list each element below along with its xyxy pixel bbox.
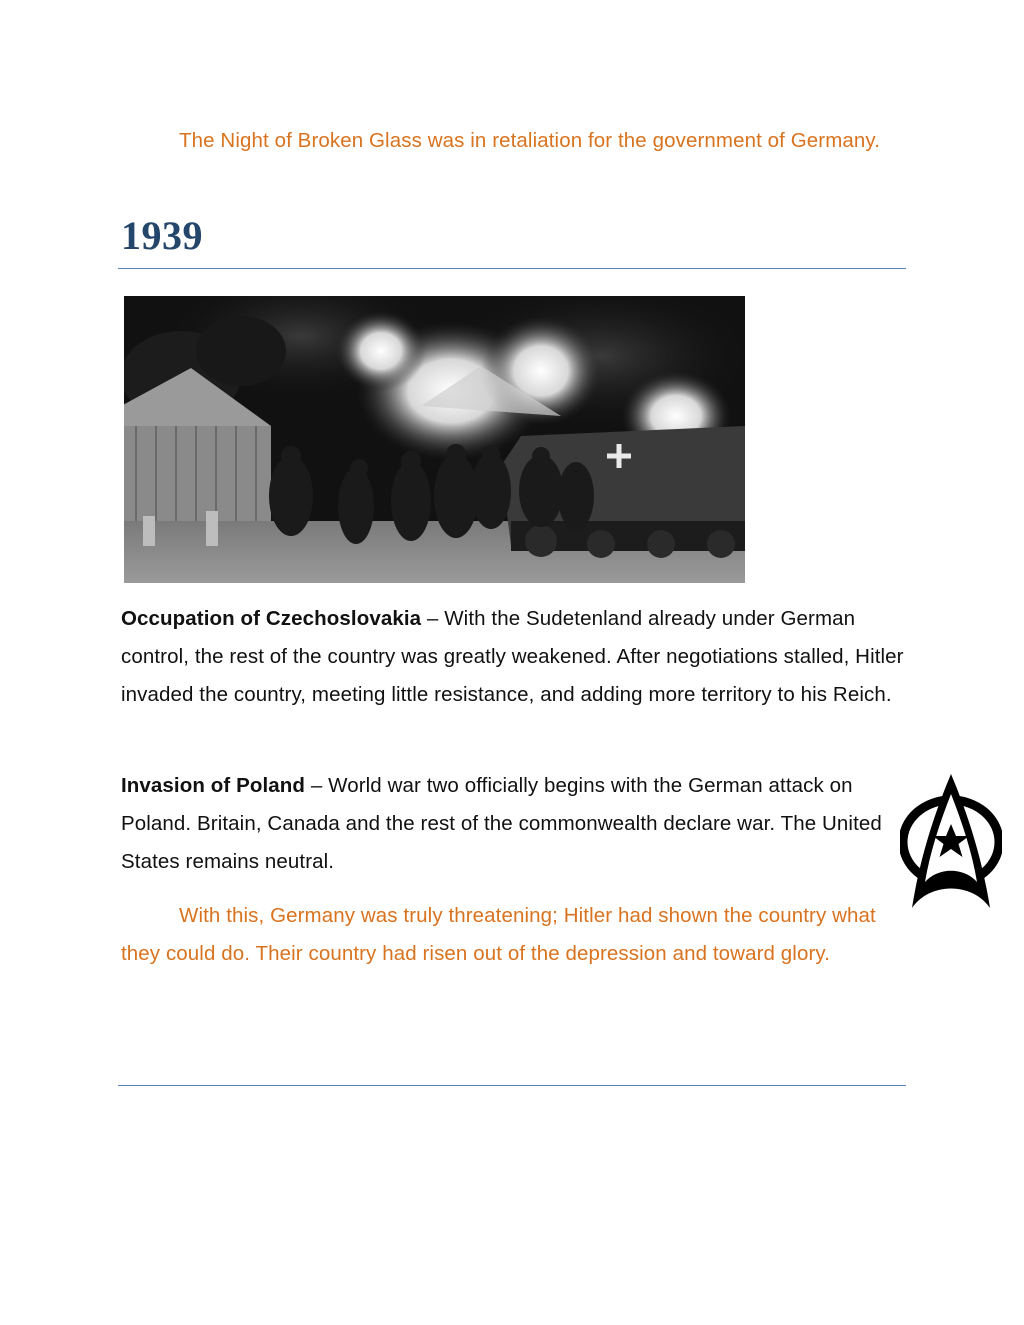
- entry-invasion: [121, 767, 911, 881]
- entry-invasion-body: – World war two officially begins with the German attack on Poland. Britain, Canada and the rest of the commonwealth declare war. The United States remains neutral.: [121, 774, 882, 873]
- section-heading: 1939: [121, 213, 203, 258]
- entry-occupation-title: Occupation of Czechoslovakia: [121, 607, 422, 630]
- starfleet-emblem-icon: [900, 772, 1002, 910]
- war-photo: [121, 296, 745, 583]
- entry-occupation: [121, 600, 911, 714]
- intro-text: The Night of Broken Glass was in retaliation for the government of Germany.: [179, 129, 881, 152]
- starfleet-emblem-svg: [900, 772, 1002, 910]
- entry-invasion-title: Invasion of Poland: [121, 774, 306, 797]
- conclusion-text: With this, Germany was truly threatening; Hitler had shown the country what they could do. Their country had risen out of the depression and toward glory.: [121, 904, 876, 965]
- war-photo-image: [121, 296, 745, 583]
- conclusion-paragraph: [121, 897, 911, 973]
- footer-rule: [118, 1085, 906, 1086]
- heading-rule: [118, 268, 906, 269]
- intro-paragraph: [121, 122, 911, 160]
- entry-occupation-body: – With the Sudetenland already under German control, the rest of the country was greatly weakened. After negotiations stalled, Hitler invaded the country, meeting little resistance, and adding more territory to his Reich.: [121, 607, 904, 706]
